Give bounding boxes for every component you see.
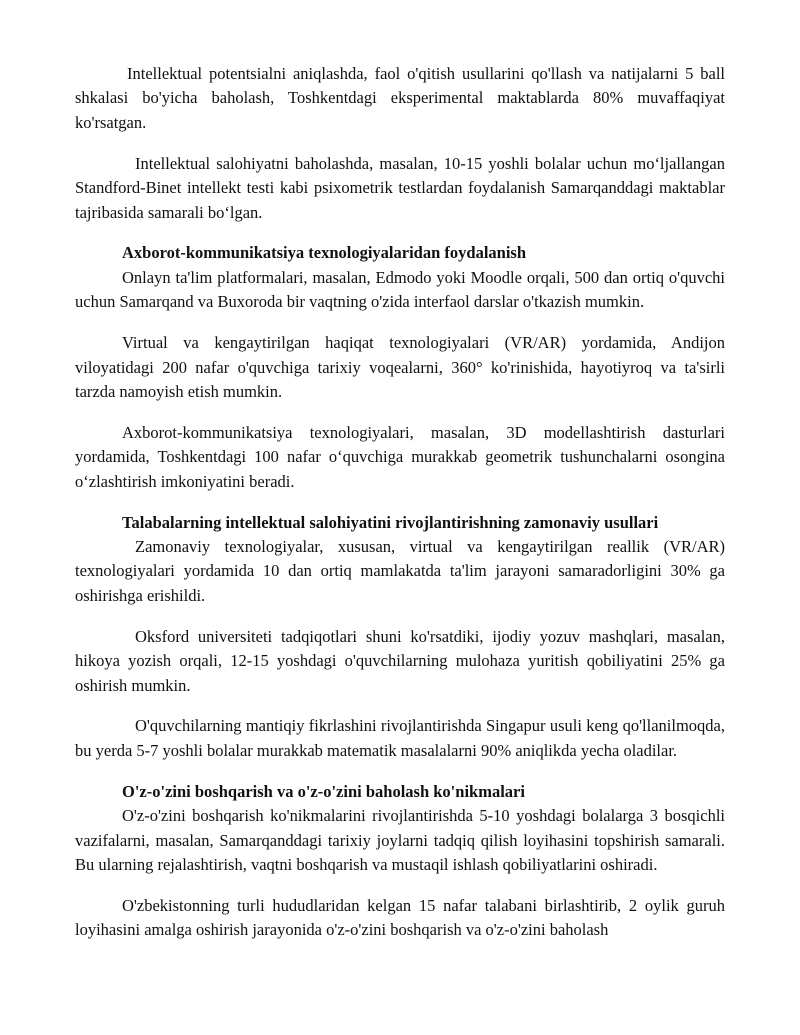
paragraph-self-management-skills: O'z-o'zini boshqarish ko'nikmalarini rivojlantirishda 5-10 yoshdagi bolalarga 3 bosqichli vazifalarni, masalan, Samarqanddagi tarixiy joylarni tadqiq qilish loyihasini topshirish samarali. Bu ularning rejalashtirish, vaqtni boshqarish va mustaqil ishlash qobiliyatlarini oshiradi. xyxy=(75,806,725,874)
document-page xyxy=(75,62,725,943)
paragraph-online-platforms: Onlayn ta'lim platformalari, masalan, Edmodo yoki Moodle orqali, 500 dan ortiq o'quvchi uchun Samarqand va Buxoroda bir vaqtning o'zida interfaol darslar o'tkazish mumkin. xyxy=(75,267,725,312)
paragraph-vr-ar: Virtual va kengaytirilgan haqiqat texnologiyalari (VR/AR) yordamida, Andijon viloyatidagi 200 nafar o'quvchiga tarixiy voqealarni, 360° ko'rinishida, hayotiyroq va ta'sirli tarzda namoyish etish mumkin. xyxy=(75,333,725,401)
paragraph-3d-modeling: Axborot-kommunikatsiya texnologiyalari, masalan, 3D modellashtirish dasturlari yordamida, Toshkentdagi 100 nafar o‘quvchiga murakkab geometrik tushunchalarni osongina o‘zlashtirish imkoniyatini beradi. xyxy=(75,422,725,491)
section-heading-modern-methods: Talabalarning intellektual salohiyatini rivojlantirishning zamonaviy usullari xyxy=(122,512,659,532)
paragraph-gap xyxy=(75,763,725,780)
section-heading-self-management: O'z-o'zini boshqarish va o'z-o'zini baholash ko'nikmalari xyxy=(122,781,525,801)
paragraph-gap xyxy=(75,315,725,332)
paragraph-singapore-method: O'quvchilarning mantiqiy fikrlashini rivojlantirishda Singapur usuli keng qo'llanilmoqda, bu yerda 5-7 yoshli bolalar murakkab matematik masalalarni 90% aniqlikda yecha oladilar. xyxy=(75,716,725,760)
paragraph-gap xyxy=(75,404,725,421)
paragraph-gap xyxy=(75,698,725,715)
paragraph-oxford-research: Oksford universiteti tadqiqotlari shuni ko'rsatdiki, ijodiy yozuv mashqlari, masalan, hikoya yozish orqali, 12-15 yoshdagi o'quvchilarning mulohaza yuritish qobiliyatini 25% ga oshirish mumkin. xyxy=(75,626,725,695)
paragraph-gap xyxy=(75,494,725,511)
paragraph-intellectual-potential: Intellektual potentsialni aniqlashda, faol o'qitish usullarini qo'llash va natijalarni 5 ball shkalasi bo'yicha baholash, Toshkentdagi eksperimental maktablarda 80% muvaffaqiyat ko'rsatgan. xyxy=(75,64,725,132)
paragraph-modern-technologies: Zamonaviy texnologiyalar, xususan, virtual va kengaytirilgan reallik (VR/AR) texnologiyalari yordamida 10 dan ortiq mamlakatda ta'lim jarayoni samaradorligini 30% ga oshirishga erishildi. xyxy=(75,537,725,605)
paragraph-gap xyxy=(75,225,725,242)
paragraph-group-project: O'zbekistonning turli hududlaridan kelgan 15 nafar talabani birlashtirib, 2 oylik guruh loyihasini amalga oshirish jarayonida o'z-o'zini boshqarish va o'z-o'zini baholash xyxy=(75,895,725,940)
paragraph-gap xyxy=(75,608,725,625)
paragraph-gap xyxy=(75,877,725,894)
paragraph-gap xyxy=(75,135,725,152)
paragraph-intellectual-assessment: Intellektual salohiyatni baholashda, masalan, 10-15 yoshli bolalar uchun mo‘ljallangan Standford-Binet intellekt testi kabi psixometrik testlardan foydalanish Samarqanddagi maktablar tajribasida samarali bo‘lgan. xyxy=(75,153,725,222)
section-heading-ict: Axborot-kommunikatsiya texnologiyalaridan foydalanish xyxy=(122,243,527,263)
